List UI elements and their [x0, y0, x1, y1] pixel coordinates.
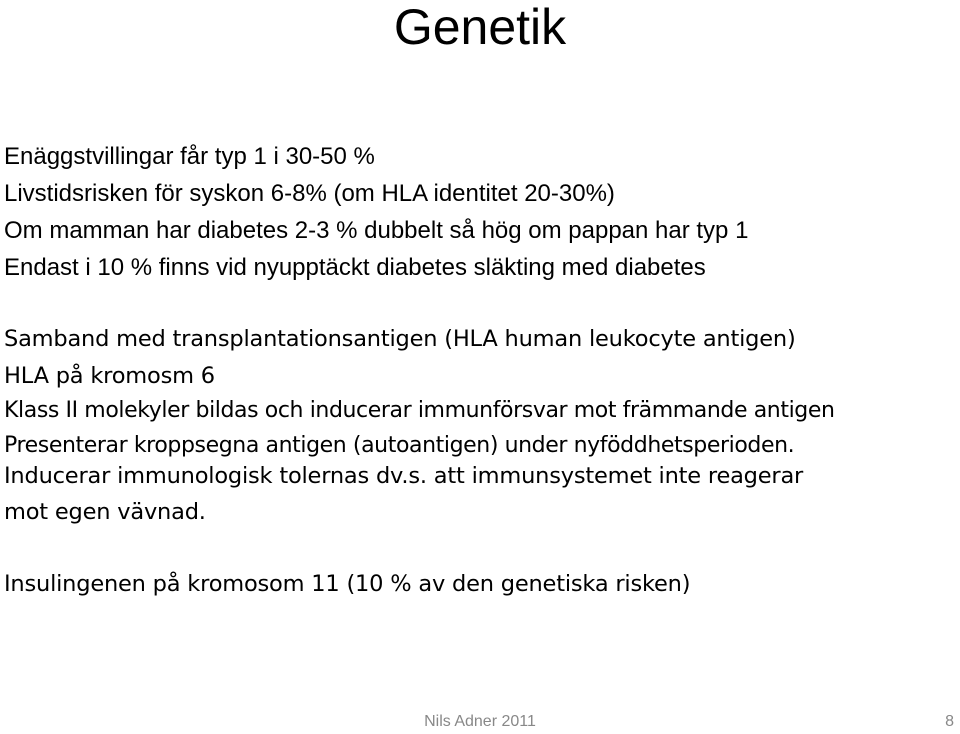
bullet-line-7: Klass II molekyler bildas och inducerar immunförsvar mot främmande antigen: [4, 398, 835, 423]
bullet-line-6: HLA på kromosm 6: [4, 363, 215, 389]
bullet-line-10: mot egen vävnad.: [4, 499, 206, 525]
bullet-line-5: Samband med transplantationsantigen (HLA human leukocyte antigen): [4, 326, 796, 352]
bullet-line-1: Enäggstvillingar får typ 1 i 30-50 %: [4, 143, 375, 170]
bullet-line-11: Insulingenen på kromosom 11 (10 % av den genetiska risken): [4, 571, 691, 597]
slide-title: Genetik: [393, 0, 567, 55]
bullet-line-9: Inducerar immunologisk tolernas dv.s. att immunsystemet inte reagerar: [4, 463, 804, 489]
bullet-line-8: Presenterar kroppsegna antigen (autoantigen) under nyföddhetsperioden.: [4, 433, 795, 458]
bullet-line-4: Endast i 10 % finns vid nyupptäckt diabetes släkting med diabetes: [4, 254, 706, 281]
footer-author: Nils Adner 2011: [424, 713, 536, 730]
bullet-line-3: Om mamman har diabetes 2-3 % dubbelt så hög om pappan har typ 1: [4, 217, 749, 244]
bullet-line-2: Livstidsrisken för syskon 6-8% (om HLA identitet 20-30%): [4, 180, 615, 207]
page-number: 8: [945, 713, 954, 730]
